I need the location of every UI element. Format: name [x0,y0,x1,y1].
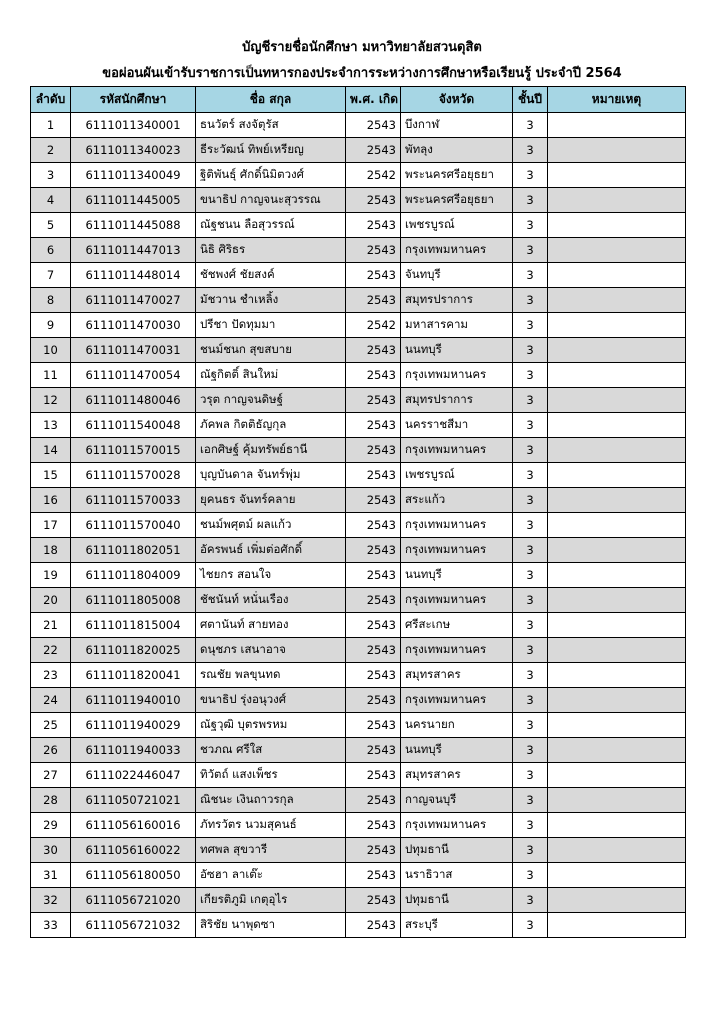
row-name: ณัฐกิตติ์ สินใหม่ [196,363,346,388]
row-remarks [548,438,686,463]
table-row [31,213,686,238]
row-remarks [548,738,686,763]
header-birth-year: พ.ศ. เกิด [346,87,401,113]
row-name: ดนุชภร เสนาอาจ [196,638,346,663]
table-row [31,713,686,738]
row-remarks [548,213,686,238]
row-remarks [548,513,686,538]
row-remarks [548,488,686,513]
table-row [31,788,686,813]
row-order: 1 [31,113,71,138]
row-student-id: 6111011540048 [71,413,196,438]
row-remarks [548,463,686,488]
row-order: 33 [31,913,71,938]
row-student-id: 6111011340049 [71,163,196,188]
row-student-id: 6111011820041 [71,663,196,688]
row-province: กาญจนบุรี [401,788,513,813]
row-year-level: 3 [513,588,548,613]
row-year-level: 3 [513,788,548,813]
row-province: พระนครศรีอยุธยา [401,163,513,188]
row-student-id: 6111011802051 [71,538,196,563]
row-order: 16 [31,488,71,513]
table-row [31,888,686,913]
table-row [31,238,686,263]
row-province: จันทบุรี [401,263,513,288]
row-province: นนทบุรี [401,563,513,588]
row-birth-year: 2543 [346,438,401,463]
row-birth-year: 2543 [346,488,401,513]
row-order: 7 [31,263,71,288]
row-birth-year: 2543 [346,838,401,863]
row-student-id: 6111011805008 [71,588,196,613]
row-province: กรุงเทพมหานคร [401,238,513,263]
table-row [31,913,686,938]
row-birth-year: 2543 [346,138,401,163]
row-birth-year: 2543 [346,213,401,238]
row-order: 24 [31,688,71,713]
row-year-level: 3 [513,363,548,388]
row-birth-year: 2543 [346,113,401,138]
row-name: ปรีชา ปัดทุมมา [196,313,346,338]
row-remarks [548,263,686,288]
row-remarks [548,413,686,438]
row-province: ศรีสะเกษ [401,613,513,638]
row-order: 23 [31,663,71,688]
row-province: นนทบุรี [401,738,513,763]
row-remarks [548,913,686,938]
row-name: ชนม์พศุตม์ ผลแก้ว [196,513,346,538]
row-student-id: 6111011940010 [71,688,196,713]
row-student-id: 6111056180050 [71,863,196,888]
row-name: ยุคนธร จันทร์คลาย [196,488,346,513]
row-order: 19 [31,563,71,588]
row-remarks [548,338,686,363]
row-year-level: 3 [513,813,548,838]
row-province: นราธิวาส [401,863,513,888]
row-student-id: 6111011570015 [71,438,196,463]
row-order: 6 [31,238,71,263]
row-order: 12 [31,388,71,413]
row-year-level: 3 [513,338,548,363]
header-year-level: ชั้นปี [513,87,548,113]
row-name: อัซฮา ลาเต๊ะ [196,863,346,888]
row-province: กรุงเทพมหานคร [401,363,513,388]
table-row [31,263,686,288]
row-birth-year: 2543 [346,688,401,713]
row-remarks [548,563,686,588]
row-birth-year: 2543 [346,888,401,913]
table-row [31,688,686,713]
row-year-level: 3 [513,138,548,163]
row-student-id: 6111011940029 [71,713,196,738]
table-row [31,863,686,888]
row-order: 9 [31,313,71,338]
row-birth-year: 2543 [346,363,401,388]
row-student-id: 6111011445088 [71,213,196,238]
table-row [31,388,686,413]
row-name: อัครพนธ์ เพิ่มต่อศักดิ์ [196,538,346,563]
row-province: กรุงเทพมหานคร [401,688,513,713]
row-name: รณชัย พลขุนทด [196,663,346,688]
row-order: 28 [31,788,71,813]
row-name: ไชยกร สอนใจ [196,563,346,588]
table-row [31,638,686,663]
row-name: ขนาธิป กาญจนะสุวรรณ [196,188,346,213]
row-remarks [548,713,686,738]
row-birth-year: 2543 [346,613,401,638]
row-province: กรุงเทพมหานคร [401,638,513,663]
row-province: สมุทรสาคร [401,763,513,788]
row-name: ศตานันท์ สายทอง [196,613,346,638]
row-province: นนทบุรี [401,338,513,363]
row-birth-year: 2543 [346,738,401,763]
table-row [31,138,686,163]
row-order: 13 [31,413,71,438]
row-order: 32 [31,888,71,913]
row-birth-year: 2542 [346,163,401,188]
row-year-level: 3 [513,113,548,138]
row-name: ทิวัตถ์ แสงเพ็ชร [196,763,346,788]
row-order: 15 [31,463,71,488]
row-remarks [548,238,686,263]
row-remarks [548,863,686,888]
row-province: ปทุมธานี [401,888,513,913]
header-name: ชื่อ สกุล [196,87,346,113]
row-name: สิริชัย นาพุดซา [196,913,346,938]
row-birth-year: 2543 [346,788,401,813]
row-student-id: 6111050721021 [71,788,196,813]
row-student-id: 6111011470027 [71,288,196,313]
table-row [31,813,686,838]
table-row [31,538,686,563]
row-year-level: 3 [513,913,548,938]
row-remarks [548,538,686,563]
row-year-level: 3 [513,488,548,513]
table-row [31,363,686,388]
row-year-level: 3 [513,263,548,288]
row-birth-year: 2543 [346,513,401,538]
row-remarks [548,788,686,813]
row-year-level: 3 [513,213,548,238]
row-student-id: 6111056160022 [71,838,196,863]
row-province: ปทุมธานี [401,838,513,863]
row-remarks [548,163,686,188]
row-birth-year: 2543 [346,813,401,838]
row-name: เกียรติภูมิ เกตุอุไร [196,888,346,913]
row-order: 27 [31,763,71,788]
row-name: ธีระวัฒน์ ทิพย์เหรียญ [196,138,346,163]
row-student-id: 6111011480046 [71,388,196,413]
table-row [31,113,686,138]
row-year-level: 3 [513,863,548,888]
row-student-id: 6111011470031 [71,338,196,363]
row-remarks [548,638,686,663]
row-student-id: 6111011340001 [71,113,196,138]
row-province: เพชรบูรณ์ [401,463,513,488]
row-birth-year: 2543 [346,288,401,313]
header-order: ลำดับ [31,87,71,113]
table-row [31,413,686,438]
table-row [31,663,686,688]
row-student-id: 6111011470030 [71,313,196,338]
row-year-level: 3 [513,188,548,213]
header-student-id: รหัสนักศึกษา [71,87,196,113]
row-province: พัทลุง [401,138,513,163]
row-year-level: 3 [513,638,548,663]
table-row [31,488,686,513]
row-province: กรุงเทพมหานคร [401,588,513,613]
row-remarks [548,663,686,688]
row-birth-year: 2543 [346,713,401,738]
row-province: สระแก้ว [401,488,513,513]
table-row [31,163,686,188]
row-remarks [548,813,686,838]
row-year-level: 3 [513,388,548,413]
row-birth-year: 2543 [346,263,401,288]
row-birth-year: 2542 [346,313,401,338]
row-student-id: 6111011448014 [71,263,196,288]
row-birth-year: 2543 [346,863,401,888]
row-year-level: 3 [513,413,548,438]
document-subtitle: ขอผ่อนผันเข้ารับราชการเป็นทหารกองประจำการระหว่างการศึกษาหรือเรียนรู้ ประจำปี 2564 [102,66,622,81]
row-province: มหาสารคาม [401,313,513,338]
row-remarks [548,313,686,338]
table-row [31,288,686,313]
row-remarks [548,838,686,863]
table-row [31,613,686,638]
row-province: กรุงเทพมหานคร [401,813,513,838]
row-student-id: 6111011815004 [71,613,196,638]
row-order: 29 [31,813,71,838]
row-province: เพชรบูรณ์ [401,213,513,238]
row-name: ชัชพงศ์ ชัยสงค์ [196,263,346,288]
row-order: 18 [31,538,71,563]
table-row [31,513,686,538]
row-student-id: 6111011340023 [71,138,196,163]
row-birth-year: 2543 [346,463,401,488]
row-order: 4 [31,188,71,213]
row-year-level: 3 [513,738,548,763]
row-name: ณัฐชนน ลือสุวรรณ์ [196,213,346,238]
row-student-id: 6111011820025 [71,638,196,663]
row-birth-year: 2543 [346,413,401,438]
table-row [31,338,686,363]
row-order: 21 [31,613,71,638]
row-birth-year: 2543 [346,663,401,688]
row-year-level: 3 [513,613,548,638]
row-order: 3 [31,163,71,188]
row-order: 26 [31,738,71,763]
row-student-id: 6111011470054 [71,363,196,388]
header-province: จังหวัด [401,87,513,113]
row-order: 20 [31,588,71,613]
row-year-level: 3 [513,238,548,263]
row-province: สมุทรปราการ [401,388,513,413]
row-name: บุญบันดาล จันทร์พุ่ม [196,463,346,488]
row-name: ชวภณ ศรีใส [196,738,346,763]
table-row [31,588,686,613]
row-year-level: 3 [513,163,548,188]
row-province: สมุทรปราการ [401,288,513,313]
row-year-level: 3 [513,838,548,863]
row-order: 8 [31,288,71,313]
row-birth-year: 2543 [346,338,401,363]
row-year-level: 3 [513,513,548,538]
row-birth-year: 2543 [346,763,401,788]
table-row [31,563,686,588]
row-year-level: 3 [513,538,548,563]
row-name: ณัฐวุฒิ บุตรพรหม [196,713,346,738]
row-year-level: 3 [513,713,548,738]
row-year-level: 3 [513,663,548,688]
row-student-id: 6111056721032 [71,913,196,938]
row-name: ฐิติพันธุ์ ศักดิ์นิมิตวงศ์ [196,163,346,188]
row-name: วรุต กาญจนดิษฐ์ [196,388,346,413]
row-birth-year: 2543 [346,638,401,663]
row-remarks [548,388,686,413]
row-province: กรุงเทพมหานคร [401,513,513,538]
row-student-id: 6111011570033 [71,488,196,513]
row-student-id: 6111056160016 [71,813,196,838]
row-remarks [548,188,686,213]
row-student-id: 6111011447013 [71,238,196,263]
row-province: สระบุรี [401,913,513,938]
row-student-id: 6111022446047 [71,763,196,788]
row-order: 5 [31,213,71,238]
row-student-id: 6111011570028 [71,463,196,488]
row-province: นครราชสีมา [401,413,513,438]
row-province: กรุงเทพมหานคร [401,538,513,563]
row-name: ภัคพล กิตติธัญกุล [196,413,346,438]
row-year-level: 3 [513,313,548,338]
row-remarks [548,588,686,613]
row-order: 14 [31,438,71,463]
row-birth-year: 2543 [346,563,401,588]
row-year-level: 3 [513,763,548,788]
table-row [31,838,686,863]
table-header-row [31,87,686,113]
row-name: มัชวาน ชำเหลิ้ง [196,288,346,313]
row-remarks [548,688,686,713]
row-province: กรุงเทพมหานคร [401,438,513,463]
row-order: 30 [31,838,71,863]
row-birth-year: 2543 [346,238,401,263]
row-name: ณิชนะ เงินถาวรกุล [196,788,346,813]
row-student-id: 6111011804009 [71,563,196,588]
row-birth-year: 2543 [346,188,401,213]
row-birth-year: 2543 [346,588,401,613]
row-name: ชัชนันท์ หนั่นเรือง [196,588,346,613]
row-year-level: 3 [513,438,548,463]
row-student-id: 6111011570040 [71,513,196,538]
row-province: สมุทรสาคร [401,663,513,688]
table-row [31,313,686,338]
row-province: นครนายก [401,713,513,738]
row-student-id: 6111011940033 [71,738,196,763]
row-student-id: 6111011445005 [71,188,196,213]
row-order: 31 [31,863,71,888]
row-year-level: 3 [513,888,548,913]
row-name: ภัทรวัตร นวมสุคนธ์ [196,813,346,838]
row-province: พระนครศรีอยุธยา [401,188,513,213]
row-name: เอกศิษฐ์ คุ้มทรัพย์ธานี [196,438,346,463]
row-student-id: 6111056721020 [71,888,196,913]
row-year-level: 3 [513,563,548,588]
row-birth-year: 2543 [346,388,401,413]
table-row [31,438,686,463]
row-name: ทศพล สุขวารี [196,838,346,863]
row-remarks [548,113,686,138]
row-birth-year: 2543 [346,538,401,563]
document-title: บัญชีรายชื่อนักศึกษา มหาวิทยาลัยสวนดุสิต [242,40,482,55]
row-order: 17 [31,513,71,538]
row-year-level: 3 [513,463,548,488]
row-name: ขนาธิป รุ่งอนุวงศ์ [196,688,346,713]
row-birth-year: 2543 [346,913,401,938]
row-order: 11 [31,363,71,388]
row-remarks [548,763,686,788]
row-name: นิธิ ศิริธร [196,238,346,263]
row-order: 10 [31,338,71,363]
table-row [31,188,686,213]
row-name: ธนวัตร์ สงจัตุรัส [196,113,346,138]
table-row [31,763,686,788]
row-year-level: 3 [513,288,548,313]
row-remarks [548,613,686,638]
student-roster-table [30,86,686,938]
row-order: 2 [31,138,71,163]
row-year-level: 3 [513,688,548,713]
row-order: 25 [31,713,71,738]
row-remarks [548,288,686,313]
row-name: ชนม์ชนก สุขสบาย [196,338,346,363]
table-row [31,463,686,488]
table-body [31,113,686,938]
row-remarks [548,363,686,388]
row-province: บึงกาฬ [401,113,513,138]
table-row [31,738,686,763]
row-remarks [548,888,686,913]
row-order: 22 [31,638,71,663]
header-remarks: หมายเหตุ [548,87,686,113]
row-remarks [548,138,686,163]
